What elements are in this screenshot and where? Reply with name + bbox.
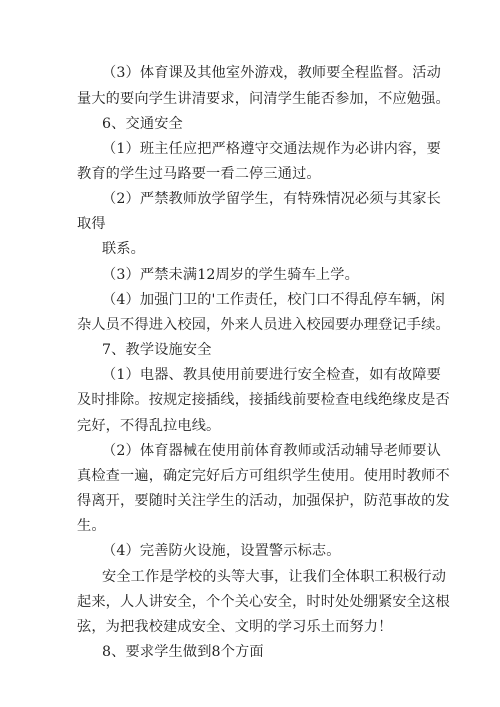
text-line: 取得 <box>77 216 106 232</box>
text-line: 及时排除。按规定接插线，接插线前要检查电线绝缘皮是否 <box>77 392 450 408</box>
text-line: （3）体育课及其他室外游戏，教师要全程监督。活动 <box>102 65 441 81</box>
text-line: 生。 <box>77 518 106 534</box>
text-line: 弦，为把我校建成安全、文明的学习乐土而努力！ <box>77 619 393 635</box>
text-line: （1）电器、教具使用前要进行安全检查，如有故障要 <box>102 367 441 383</box>
section-heading: 7、教学设施安全 <box>102 342 212 358</box>
text-line: （4）完善防火设施，设置警示标志。 <box>102 543 341 559</box>
text-line: 量大的要向学生讲清要求，问清学生能否参加，不应勉强。 <box>77 91 450 107</box>
text-line: 教育的学生过马路要一看二停三通过。 <box>77 166 321 182</box>
text-line: 完好，不得乱拉电线。 <box>77 418 221 434</box>
text-line: 得离开，要随时关注学生的活动，加强保护，防范事故的发 <box>77 493 450 509</box>
text-line: （2）体育器械在使用前体育教师或活动辅导老师要认 <box>102 443 441 459</box>
text-line: （2）严禁教师放学留学生，有特殊情况必须与其家长 <box>102 191 441 207</box>
text-line: （3）严禁未满12周岁的学生骑车上学。 <box>102 267 359 283</box>
text-line: （1）班主任应把严格遵守交通法规作为必讲内容，要 <box>102 141 441 157</box>
text-line: 起来，人人讲安全，个个关心安全，时时处处绷紧安全这根 <box>77 594 450 610</box>
section-heading: 8、要求学生做到8个方面 <box>102 644 264 660</box>
text-line: 联系。 <box>102 241 146 257</box>
text-line: 杂人员不得进入校园，外来人员进入校园要办理登记手续。 <box>77 317 450 333</box>
text-line: （4）加强门卫的'工作责任，校门口不得乱停车辆，闲 <box>102 292 445 308</box>
text-line: 安全工作是学校的头等大事，让我们全体职工积极行动 <box>102 569 447 585</box>
text-line: 真检查一遍，确定完好后方可组织学生使用。使用时教师不 <box>77 468 450 484</box>
section-heading: 6、交通安全 <box>102 116 183 132</box>
